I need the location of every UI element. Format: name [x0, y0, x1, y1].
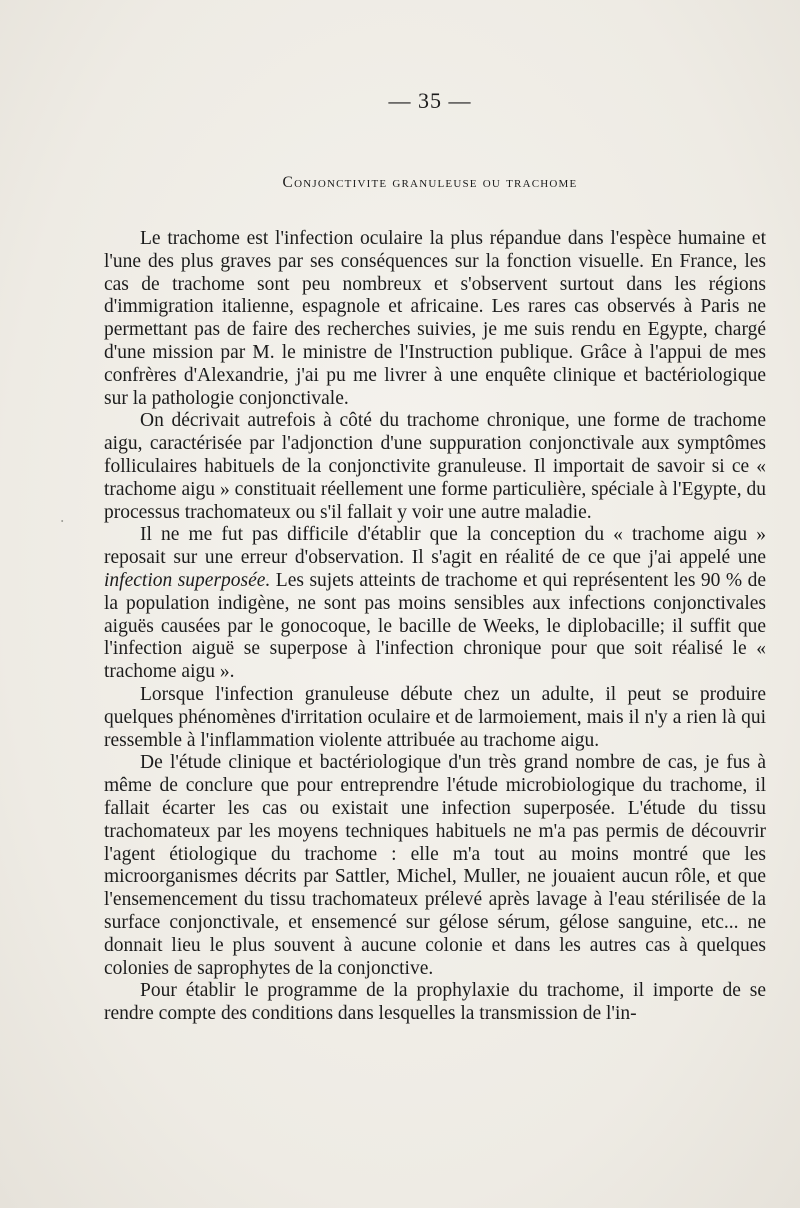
paragraph-3-text-start: Il ne me fut pas difficile d'établir que la conception du « trachome aigu » reposait sur une erreur d'observation. Il s'agit en réalité de ce que j'ai appelé une — [104, 524, 766, 569]
paragraph-6 — [104, 980, 766, 1026]
paragraph-2-text: On décrivait autrefois à côté du trachome chronique, une forme de trachome aigu, caractérisée par l'adjonction d'une suppuration conjonctivale aux symptômes folliculaires habituels de la conjonctivite granuleuse. Il importait de savoir si ce « trachome aigu » constituait réellement une forme particulière, spéciale à l'Egypte, du processus trachomateux ou s'il fallait y voir une autre maladie. — [104, 410, 766, 523]
section-title: Conjonctivite granuleuse ou trachome — [282, 174, 578, 191]
paragraph-1 — [104, 228, 766, 410]
ink-smudge: ᛫ — [58, 516, 67, 531]
paragraph-4-text: Lorsque l'infection granuleuse débute chez un adulte, il peut se produire quelques phénomènes d'irritation oculaire et de larmoiement, mais il n'y a rien là qui ressemble à l'inflammation violente attribuée au trachome aigu. — [104, 683, 766, 751]
paragraph-6-text: Pour établir le programme de la prophylaxie du trachome, il importe de se rendre compte des conditions dans lesquelles la transmission de l'in- — [104, 980, 766, 1025]
paragraph-3-text-end: Les sujets atteints de trachome et qui représentent les 90 % de la population indigène, ne sont pas moins sensibles aux infections conjonctivales aiguës causées par le gonocoque, le bacille de Weeks, le diplobacille; il suffit que l'infection aiguë se superpose à l'infection chronique pour que soit réalisé le « trachome aigu ». — [104, 569, 766, 683]
page-number: — 35 — — [388, 88, 472, 113]
paragraph-2 — [104, 410, 766, 524]
paragraph-3 — [104, 524, 766, 684]
paragraph-4 — [104, 684, 766, 752]
paragraph-5 — [104, 752, 766, 980]
body-text — [104, 228, 766, 1026]
paragraph-5-text: De l'étude clinique et bactériologique d'un très grand nombre de cas, je fus à même de conclure que pour entreprendre l'étude microbiologique du trachome, il fallait écarter les cas ou existait une infection superposée. L'étude du tissu trachomateux par les moyens techniques habituels ne m'a pas permis de découvrir l'agent étiologique du trachome : elle m'a tout au moins montré que les microorganismes décrits par Sattler, Michel, Muller, ne jouaient aucun rôle, et que l'ensemencement du tissu trachomateux prélevé après lavage à l'eau stérilisée de la surface conjonctivale, et ensemencé sur gélose sérum, gélose sanguine, etc... ne donnait lieu le plus souvent à aucune colonie et dans les autres cas à quelques colonies de saprophytes de la conjonctive. — [104, 752, 766, 979]
paragraph-1-text: Le trachome est l'infection oculaire la plus répandue dans l'espèce humaine et l'une des plus graves par ses conséquences sur la fonction visuelle. En France, les cas de trachome sont peu nombreux et s'observent surtout dans les régions d'immigration italienne, espagnole et africaine. Les rares cas observés à Paris ne permettant pas de faire des recherches suivies, je me suis rendu en Egypte, chargé d'une mission par M. le ministre de l'Instruction publique. Grâce à l'appui de mes confrères d'Alexandrie, j'ai pu me livrer à une enquête clinique et bactériologique sur la pathologie conjonctivale. — [104, 228, 766, 409]
paragraph-3-emphasis: infection superposée. — [104, 569, 271, 591]
